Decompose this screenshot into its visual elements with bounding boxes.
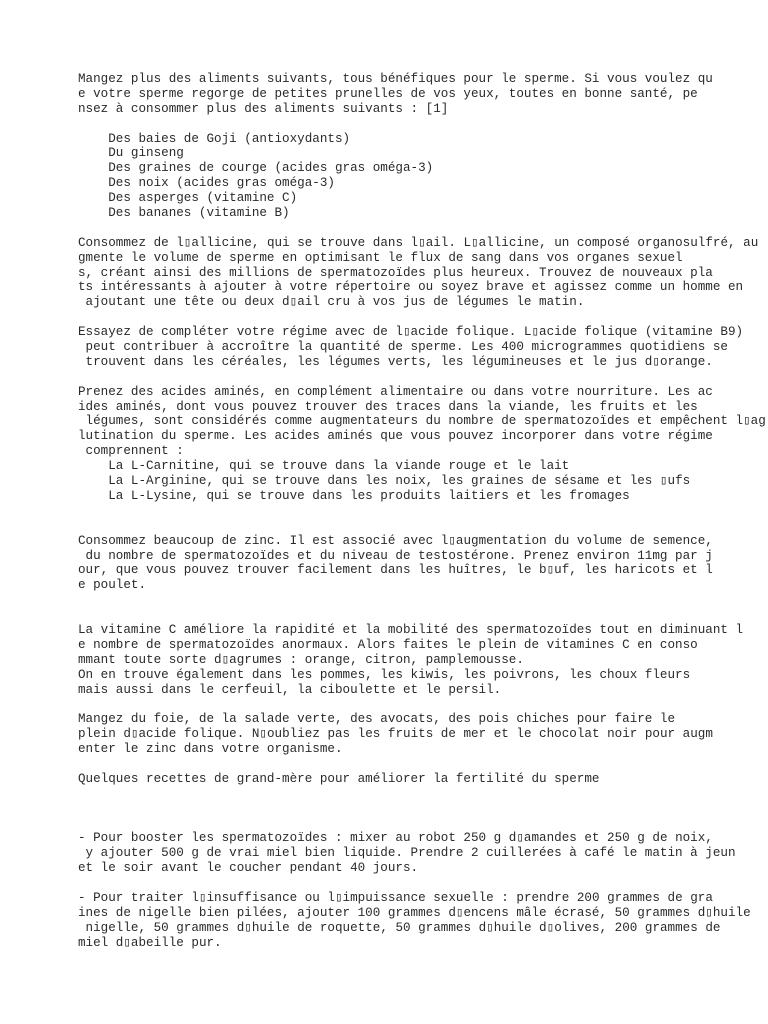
paragraph	[78, 325, 764, 370]
text-line: La L-Arginine, qui se trouve dans les noix, les graines de sésame et les ▯ufs	[78, 474, 691, 489]
text-line: Des baies de Goji (antioxydants)	[78, 131, 351, 146]
text-line: - Pour booster les spermatozoïdes : mixer au robot 250 g d▯amandes et 250 g de noix,	[78, 831, 713, 846]
text-line: La L-Carnitine, qui se trouve dans la viande rouge et le lait	[78, 459, 570, 474]
text-line: On en trouve également dans les pommes, les kiwis, les poivrons, les choux fleurs	[78, 667, 691, 682]
text-line: Mangez du foie, de la salade verte, des avocats, des pois chiches pour faire le	[78, 712, 676, 727]
text-line: Du ginseng	[78, 146, 184, 161]
paragraph	[78, 831, 764, 876]
paragraph	[78, 772, 764, 787]
text-line: ines de nigelle bien pilées, ajouter 100 grammes d▯encens mâle écrasé, 50 grammes d▯huile	[78, 905, 751, 920]
text-line: e votre sperme regorge de petites prunelles de vos yeux, toutes en bonne santé, pe	[78, 86, 698, 101]
text-line: plein d▯acide folique. N▯oubliez pas les fruits de mer et le chocolat noir pour augm	[78, 727, 713, 742]
text-line: légumes, sont considérés comme augmentateurs du nombre de spermatozoïdes et empêchent l▯ag	[78, 414, 766, 429]
text-line: gmente le volume de sperme en optimisant le flux de sang dans vos organes sexuel	[78, 250, 683, 265]
paragraph	[78, 385, 764, 504]
text-line: e poulet.	[78, 578, 147, 593]
document-page	[78, 72, 764, 951]
text-line: Des bananes (vitamine B)	[78, 206, 290, 221]
text-line: lutination du sperme. Les acides aminés que vous pouvez incorporer dans votre régime	[78, 429, 713, 444]
text-line: ajoutant une tête ou deux d▯ail cru à vos jus de légumes le matin.	[78, 295, 585, 310]
text-line: Prenez des acides aminés, en complément alimentaire ou dans votre nourriture. Les ac	[78, 384, 713, 399]
text-line: Consommez de l▯allicine, qui se trouve dans l▯ail. L▯allicine, un composé organosulfré, au	[78, 235, 759, 250]
text-line: enter le zinc dans votre organisme.	[78, 742, 343, 757]
text-line: Mangez plus des aliments suivants, tous bénéfiques pour le sperme. Si vous voulez qu	[78, 72, 713, 86]
text-line: mmant toute sorte d▯agrumes : orange, citron, pamplemousse.	[78, 652, 524, 667]
text-line: La L-Lysine, qui se trouve dans les produits laitiers et les fromages	[78, 488, 630, 503]
text-line: La vitamine C améliore la rapidité et la mobilité des spermatozoïdes tout en diminuant l	[78, 622, 744, 637]
text-line: - Pour traiter l▯insuffisance ou l▯impuissance sexuelle : prendre 200 grammes de gra	[78, 891, 713, 906]
text-line: Des graines de courge (acides gras oméga-3)	[78, 161, 434, 176]
text-line: comprennent :	[78, 444, 184, 459]
text-line: du nombre de spermatozoïdes et du niveau de testostérone. Prenez environ 11mg par j	[78, 548, 713, 563]
paragraph	[78, 236, 764, 310]
text-line: our, que vous pouvez trouver facilement dans les huîtres, le b▯uf, les haricots et l	[78, 563, 713, 578]
paragraph	[78, 132, 764, 221]
text-line: y ajouter 500 g de vrai miel bien liquide. Prendre 2 cuillerées à café le matin à jeun	[78, 846, 736, 861]
text-line: Des noix (acides gras oméga-3)	[78, 176, 335, 191]
text-line: ides aminés, dont vous pouvez trouver des traces dans la viande, les fruits et les	[78, 399, 698, 414]
paragraph	[78, 891, 764, 951]
text-line: nsez à consommer plus des aliments suivants : [1]	[78, 101, 449, 116]
text-line: Quelques recettes de grand-mère pour améliorer la fertilité du sperme	[78, 771, 600, 786]
text-line: nigelle, 50 grammes d▯huile de roquette, 50 grammes d▯huile d▯olives, 200 grammes de	[78, 920, 721, 935]
text-line: Essayez de compléter votre régime avec de l▯acide folique. L▯acide folique (vitamine B9)	[78, 325, 744, 340]
text-line: e nombre de spermatozoïdes anormaux. Alors faites le plein de vitamines C en conso	[78, 637, 698, 652]
text-line: miel d▯abeille pur.	[78, 935, 222, 950]
text-line: ts intéressants à ajouter à votre répertoire ou soyez brave et agissez comme un homme en	[78, 280, 744, 295]
paragraph	[78, 712, 764, 757]
text-line: et le soir avant le coucher pendant 40 jours.	[78, 861, 419, 876]
paragraph	[78, 623, 764, 697]
text-line: s, créant ainsi des millions de spermatozoïdes plus heureux. Trouvez de nouveaux pla	[78, 265, 713, 280]
paragraph	[78, 534, 764, 594]
paragraph	[78, 72, 764, 117]
text-line: mais aussi dans le cerfeuil, la ciboulette et le persil.	[78, 682, 502, 697]
text-line: Consommez beaucoup de zinc. Il est associé avec l▯augmentation du volume de semence,	[78, 533, 713, 548]
text-line: Des asperges (vitamine C)	[78, 191, 298, 206]
text-line: trouvent dans les céréales, les légumes verts, les légumineuses et le jus d▯orange.	[78, 354, 713, 369]
text-line: peut contribuer à accroître la quantité de sperme. Les 400 microgrammes quotidiens se	[78, 340, 728, 355]
